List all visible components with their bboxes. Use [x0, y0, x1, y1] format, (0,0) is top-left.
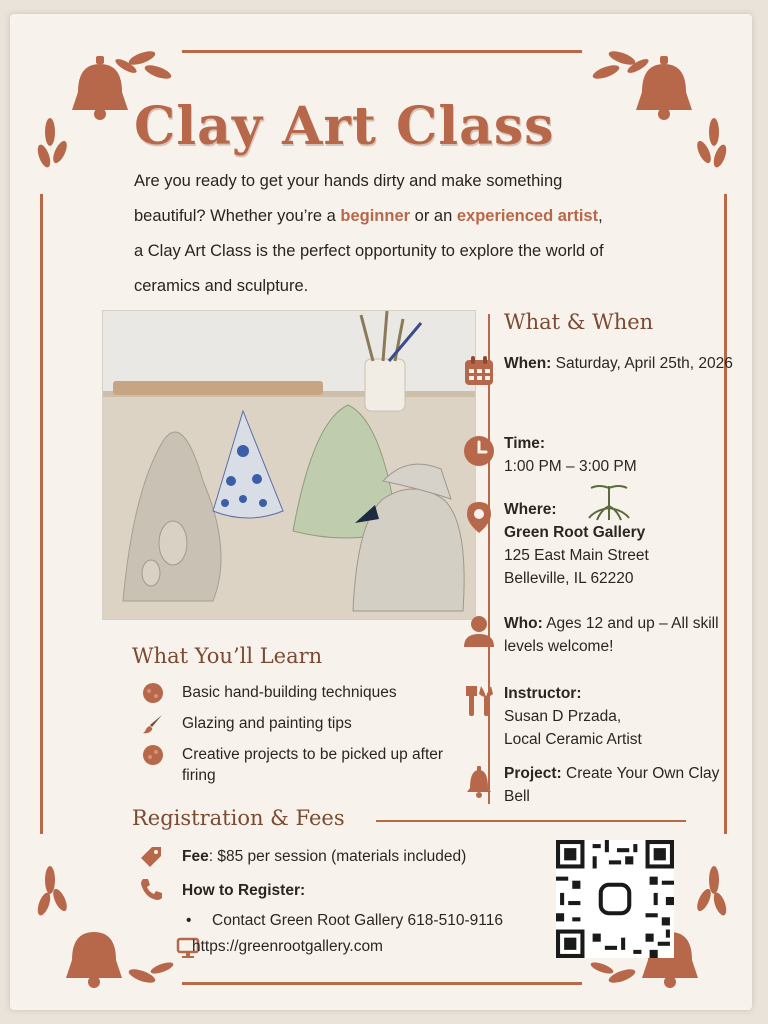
fee-label: Fee: [182, 848, 209, 865]
where-street: 125 East Main Street: [504, 547, 649, 564]
what-when-heading: What & When: [504, 310, 654, 334]
website-link[interactable]: https://greenrootgallery.com: [192, 938, 383, 955]
who-row: [504, 612, 734, 658]
project-label: Project:: [504, 765, 562, 782]
qr-code-icon[interactable]: [556, 840, 674, 958]
person-icon: [462, 614, 496, 648]
project-row: [504, 762, 734, 808]
when-row: [504, 352, 734, 375]
frame-bottom-line: [182, 982, 582, 985]
where-city: Belleville, IL 62220: [504, 570, 634, 587]
corner-bell-bottom-left: [30, 850, 180, 1000]
time-value: 1:00 PM – 3:00 PM: [504, 458, 637, 475]
who-value: Ages 12 and up – All skill levels welcome!: [504, 615, 719, 655]
registration-heading: Registration & Fees: [132, 806, 345, 830]
paintbrush-icon: [142, 713, 164, 735]
who-label: Who:: [504, 615, 543, 632]
contact-text: Contact Green Root Gallery 618-510-9116: [212, 912, 503, 929]
registration-rule: [376, 820, 686, 822]
frame-top-line: [182, 50, 582, 53]
where-row: [504, 498, 734, 590]
calendar-icon: [462, 354, 496, 388]
project-value: Create Your Own Clay Bell: [504, 765, 720, 805]
price-tag-icon: [138, 844, 164, 870]
register-label: How to Register:: [182, 882, 306, 899]
instructor-row: [504, 682, 734, 751]
when-value: Saturday, April 25th, 2026: [555, 355, 733, 372]
time-row: [504, 432, 734, 478]
highlight-beginner: beginner: [340, 207, 411, 225]
page-title: Clay Art Class: [134, 96, 555, 157]
phone-icon: [138, 876, 164, 902]
instructor-role: Local Ceramic Artist: [504, 731, 642, 748]
bullet: •: [186, 912, 192, 929]
instructor-label: Instructor:: [504, 685, 582, 702]
frame-left-line: [40, 194, 43, 834]
learn-heading: What You’ll Learn: [132, 644, 323, 668]
corner-bell-top-right: [584, 32, 734, 182]
learn-item: Creative projects to be picked up after firing: [142, 744, 482, 790]
flyer-page: [10, 14, 752, 1010]
highlight-experienced: experienced artist: [456, 207, 599, 225]
clay-ball-icon: [142, 682, 164, 704]
clay-bells-photo: [102, 310, 476, 620]
fee-value: : $85 per session (materials included): [208, 848, 467, 865]
instructor-name: Susan D Przada,: [504, 708, 622, 725]
when-label: When:: [504, 355, 552, 372]
time-label: Time:: [504, 435, 546, 452]
clock-icon: [462, 434, 496, 468]
learn-item: Basic hand-building techniques: [142, 682, 482, 706]
where-venue: Green Root Gallery: [504, 524, 646, 541]
tree-roots-icon: [584, 482, 634, 522]
clay-bells-illustration: [103, 311, 475, 619]
clay-ball-icon: [142, 744, 164, 766]
where-label: Where:: [504, 501, 557, 518]
intro-paragraph: Are you ready to get your hands dirty and make something beautiful? Whether you’re a beginner or an experienced artist, a Clay Art Class is the perfect opportunity to explore the world of ceramics and sculpture.: [134, 172, 604, 295]
location-pin-icon: [462, 500, 496, 534]
learn-item: Glazing and painting tips: [142, 713, 482, 737]
